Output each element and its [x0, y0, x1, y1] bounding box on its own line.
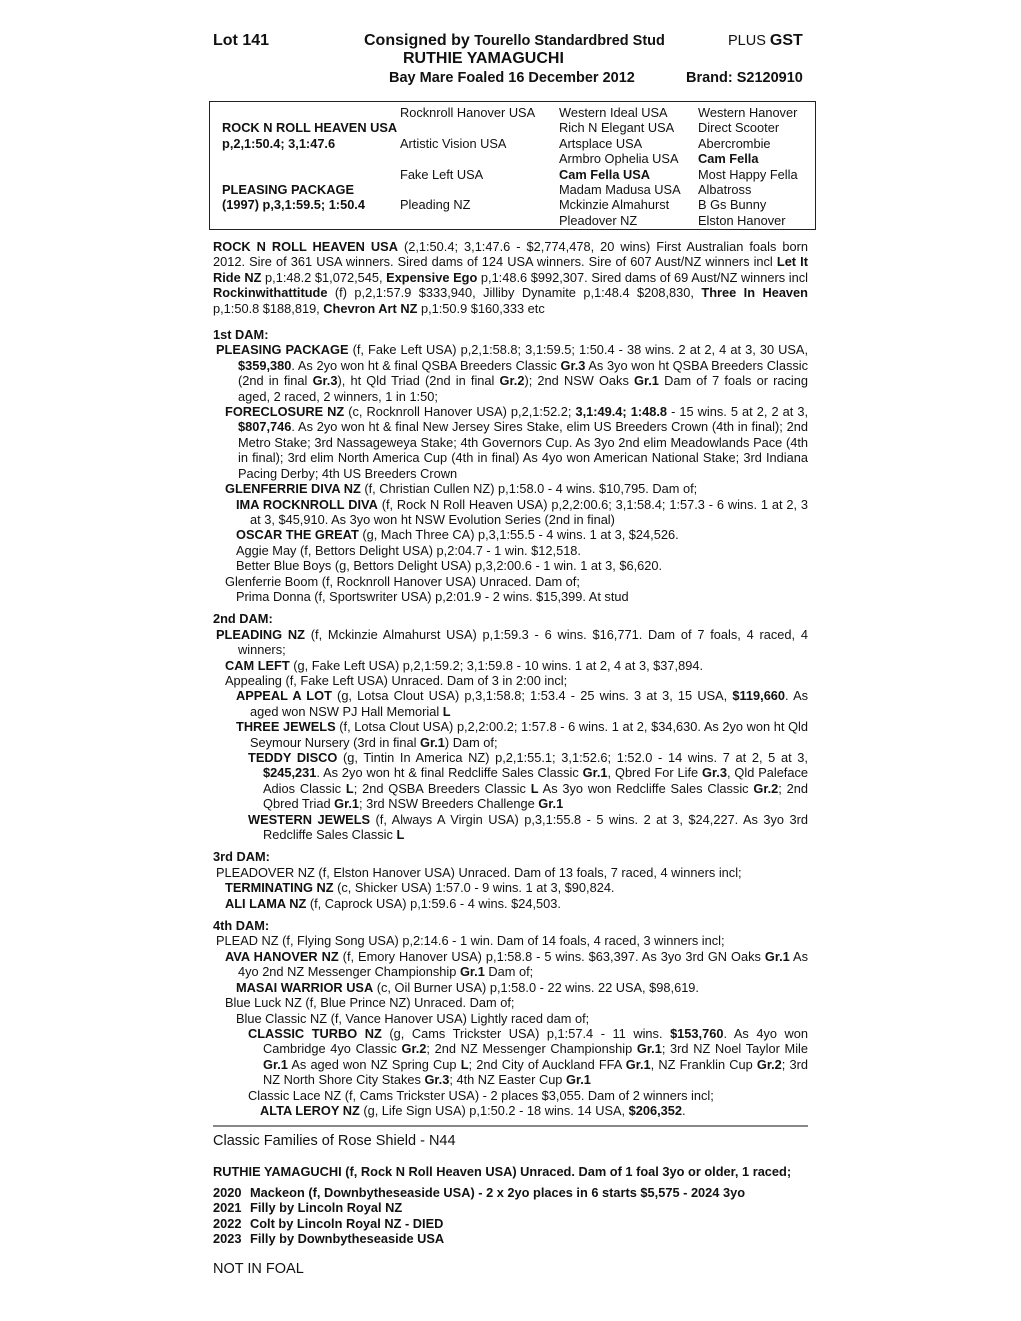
pedigree-cell: Rocknroll Hanover USA [400, 105, 536, 120]
text-run: . As aged won NSW PJ Hall Memorial [250, 688, 808, 719]
text-run: . As 2yo won ht & final New Jersey Sires Stake, elim US Breeders Crown (4th in final); 2nd Metro Stake; 3rd Nassageweya Stake; 4th Governors Cup. As 3yo 2nd elim Meadowlands Pace (4th in final); 3rd elim North America Cup (4th in final) As 4yo won American National Stake; 3rd Indiana Pacing Derby; 4th US Breeders Crown [238, 419, 808, 481]
text-run: PLEASING PACKAGE [216, 342, 349, 358]
produce-year: 2021 [213, 1200, 242, 1216]
text-run: (f, Caprock USA) p,1:59.6 - 4 wins. $24,503. [306, 895, 561, 911]
pedigree-entry [213, 880, 808, 895]
text-run: (c, Oil Burner USA) p,1:58.0 - 22 wins. 22 USA, $98,619. [373, 979, 699, 995]
text-run: Glenferrie Boom (f, Rocknroll Hanover USA) Unraced. Dam of; [225, 573, 580, 589]
text-run: (f, Lotsa Clout USA) p,2,2:00.2; 1:57.8 - 6 wins. 1 at 2, $34,630. As 2yo won ht Qld Seymour Nursery (3rd in final [250, 719, 809, 750]
pedigree-entry [213, 812, 808, 843]
dam-heading: 4th DAM: [213, 918, 270, 934]
text-run: (f) p,2,1:57.9 $333,940, Jilliby Dynamite p,1:48.4 $208,830, [327, 285, 702, 301]
pedigree-entry [213, 589, 808, 604]
text-run: Gr.2 [401, 1041, 427, 1057]
pedigree-entry [213, 980, 808, 995]
text-run: , NZ Franklin Cup [650, 1056, 757, 1072]
dam-heading: 2nd DAM: [213, 611, 273, 627]
text-run: FORECLOSURE NZ [225, 404, 345, 420]
text-run: Gr.1 [538, 796, 564, 812]
text-run: , Qld Paleface Adios Classic [263, 765, 808, 796]
text-run: Blue Classic NZ (f, Vance Hanover USA) Lightly raced dam of; [236, 1010, 590, 1026]
text-run: (g, Life Sign USA) p,1:50.2 - 18 wins. 14 USA, [359, 1102, 629, 1118]
text-run: Gr.2 [753, 780, 779, 796]
text-run: L [460, 1056, 469, 1072]
text-run: Aggie May (f, Bettors Delight USA) p,2:04.7 - 1 win. $12,518. [236, 542, 581, 558]
produce-year: 2023 [213, 1230, 242, 1246]
text-run: TERMINATING NZ [225, 880, 334, 896]
mare-record: RUTHIE YAMAGUCHI (f, Rock N Roll Heaven USA) Unraced. Dam of 1 foal 3yo or older, 1 raced; [213, 1164, 792, 1180]
foal-status: NOT IN FOAL [213, 1261, 304, 1278]
text-run: Expensive Ego [386, 269, 478, 285]
produce-row [213, 1231, 808, 1246]
pedigree-entry [213, 658, 808, 673]
sire-summary [213, 239, 808, 316]
produce-row [213, 1185, 808, 1200]
text-run: Gr.1 [565, 1072, 591, 1088]
produce-detail: Filly by Lincoln Royal NZ [250, 1200, 403, 1216]
text-run: IMA ROCKNROLL DIVA [236, 496, 378, 512]
text-run: p,1:50.8 $188,819, [213, 300, 324, 316]
text-run: Gr.1 [459, 964, 485, 980]
pedigree-entry [213, 1088, 808, 1103]
text-run: $153,760 [670, 1025, 724, 1041]
text-run: p,1:50.9 $160,333 etc [417, 300, 545, 316]
horse-name: RUTHIE YAMAGUCHI [403, 50, 564, 67]
consigned-label: Consigned by [364, 32, 470, 49]
pedigree-cell: Madam Madusa USA [559, 182, 681, 197]
produce-detail: Mackeon (f, Downbytheseaside USA) - 2 x 2yo places in 6 starts $5,575 - 2024 3yo [250, 1184, 746, 1200]
text-run: . As 2yo won ht & final Redcliffe Sales Classic [316, 765, 583, 781]
text-run: As aged won NZ Spring Cup [287, 1056, 461, 1072]
text-run: Gr.2 [756, 1056, 782, 1072]
text-run: Let It Ride NZ [213, 254, 808, 285]
text-run: (2,1:50.4; 3,1:47.6 - $2,774,478, 20 wins) First Australian foals born 2012. Sire of 361 USA winners. Sired dams of 124 USA winners. Sire of 607 Aust/NZ winners incl [213, 239, 808, 270]
pedigree-entry [213, 995, 808, 1010]
pedigree-entry [213, 933, 808, 948]
text-run: Gr.3 [424, 1072, 450, 1088]
produce-row [213, 1200, 808, 1215]
text-run: Gr.3 [312, 373, 338, 389]
text-run: THREE JEWELS [236, 719, 336, 735]
text-run: Better Blue Boys (g, Bettors Delight USA) p,3,2:00.6 - 1 win. 1 at 3, $6,620. [236, 558, 663, 574]
text-run: Dam of; [484, 964, 534, 980]
text-run: Appealing (f, Fake Left USA) Unraced. Dam of 3 in 2:00 incl; [225, 672, 568, 688]
pedigree-cell: Abercrombie [698, 135, 771, 151]
text-run: Gr.1 [764, 948, 790, 964]
family-heading: Classic Families of Rose Shield - N44 [213, 1133, 456, 1150]
text-run: Prima Donna (f, Sportswriter USA) p,2:01.9 - 2 wins. $15,399. At stud [236, 588, 629, 604]
pedigree-entry [213, 865, 808, 880]
text-run: Classic Lace NZ (f, Cams Trickster USA) - 2 places $3,055. Dam of 2 winners incl; [248, 1087, 714, 1103]
pedigree-cell: Pleadover NZ [559, 212, 638, 228]
lot-number: Lot 141 [213, 32, 270, 49]
text-run: Gr.1 [419, 734, 445, 750]
pedigree-cell: Elston Hanover [698, 212, 786, 228]
pedigree-cell: ROCK N ROLL HEAVEN USA [222, 120, 398, 136]
produce-detail: Filly by Downbytheseaside USA [250, 1230, 445, 1246]
text-run: p,1:48.6 $992,307. Sired dams of 69 Aust/NZ winners incl [477, 269, 808, 285]
consignor-name: Tourello Standardbred Stud [474, 33, 665, 49]
text-run: , Qbred For Life [607, 765, 703, 781]
text-run: $359,380 [238, 357, 292, 373]
text-run: (f, Rock N Roll Heaven USA) p,2,2:00.6; 3,1:58.4; 1:57.3 - 6 wins. 1 at 2, 3 at 3, $45,910. As 3yo won ht NSW Evolution Series (2nd in final) [250, 496, 809, 527]
text-run: ; 3rd NSW Breeders Challenge [359, 796, 539, 812]
text-run: $119,660 [732, 688, 786, 704]
section-divider [213, 1125, 808, 1127]
pedigree-entry [213, 896, 808, 911]
text-run: (g, Mach Three CA) p,3,1:55.5 - 4 wins. 1 at 3, $24,526. [358, 527, 679, 543]
text-run: Dam of 7 foals or racing aged, 2 raced, 2 winners, 1 in 1:50; [238, 373, 808, 404]
text-run: Gr.1 [582, 765, 608, 781]
pedigree-cell: PLEASING PACKAGE [222, 182, 355, 197]
pedigree-cell: Armbro Ophelia USA [559, 151, 679, 167]
text-run: PLEAD NZ (f, Flying Song USA) p,2:14.6 - 1 win. Dam of 14 foals, 4 raced, 3 winners incl; [216, 933, 725, 949]
pedigree-cell: Cam Fella USA [559, 166, 651, 182]
pedigree-cell: Western Hanover [698, 105, 798, 120]
brand-number: Brand: S2120910 [686, 70, 803, 86]
text-run: PLEADING NZ [216, 626, 305, 642]
consignor-line [364, 32, 665, 50]
text-run: CAM LEFT [225, 657, 290, 673]
text-run: L [396, 827, 405, 843]
pedigree-entry [213, 543, 808, 558]
text-run: ), ht Qld Triad (2nd in final [337, 373, 500, 389]
text-run: L [345, 780, 354, 796]
text-run: As 4yo 2nd NZ Messenger Championship [238, 948, 808, 980]
pedigree-cell: B Gs Bunny [698, 197, 767, 213]
text-run: Gr.1 [636, 1041, 662, 1057]
pedigree-cell: Western Ideal USA [559, 105, 668, 120]
text-run: (f, Fake Left USA) p,2,1:58.8; 3,1:59.5; 1:50.4 - 38 wins. 2 at 2, 4 at 3, 30 USA, [348, 342, 809, 358]
text-run: ; 2nd City of Auckland FFA [468, 1056, 626, 1072]
text-run: (g, Fake Left USA) p,2,1:59.2; 3,1:59.8 - 10 wins. 1 at 2, 4 at 3, $37,894. [289, 657, 703, 673]
text-run: Gr.1 [634, 373, 659, 389]
dam-sections [213, 327, 808, 1118]
plus-label: PLUS [728, 33, 766, 49]
text-run: Rockinwithattitude [213, 285, 328, 301]
produce-detail: Colt by Lincoln Royal NZ - DIED [250, 1215, 444, 1231]
pedigree-cell: Cam Fella [698, 151, 759, 167]
pedigree-cell: Rich N Elegant USA [559, 120, 675, 136]
pedigree-entry [213, 750, 808, 812]
pedigree-entry [213, 404, 808, 481]
pedigree-cell: Fake Left USA [400, 166, 484, 182]
text-run: WESTERN JEWELS [248, 811, 371, 827]
pedigree-entry [213, 1011, 808, 1026]
pedigree-cell: Most Happy Fella [698, 166, 798, 182]
dam-heading: 1st DAM: [213, 327, 269, 343]
text-run: Gr.3 [702, 765, 727, 781]
pedigree-entry [213, 627, 808, 658]
pedigree-entry [213, 574, 808, 589]
text-run: TEDDY DISCO [248, 750, 338, 765]
text-run: $206,352 [628, 1102, 683, 1118]
pedigree-cell: Pleading NZ [400, 197, 471, 213]
pedigree-entry [213, 527, 808, 542]
text-run: As 3yo won ht QSBA Breeders Classic (2nd in final [238, 357, 808, 389]
text-run: L [442, 703, 451, 719]
produce-record [213, 1185, 808, 1247]
gst-note [728, 32, 803, 50]
text-run: (f, Mckinzie Almahurst USA) p,1:59.3 - 6 wins. $16,771. Dam of 7 foals, 4 raced, 4 winners; [238, 626, 808, 658]
pedigree-cell: Artistic Vision USA [400, 135, 507, 151]
text-run: . As 2yo won ht & final QSBA Breeders Classic [291, 357, 561, 373]
pedigree-entry [213, 1026, 808, 1088]
produce-year: 2020 [213, 1184, 242, 1200]
text-run: L [530, 780, 539, 796]
text-run: p,1:48.2 $1,072,545, [261, 269, 387, 285]
text-run: ) Dam of; [444, 734, 498, 750]
text-run: (f, Emory Hanover USA) p,1:58.8 - 5 wins. $63,397. As 3yo 3rd GN Oaks [338, 948, 765, 964]
pedigree-entry [213, 1103, 808, 1118]
text-run: Gr.1 [625, 1056, 651, 1072]
text-run: (g, Lotsa Clout USA) p,3,1:58.8; 1:53.4 - 25 wins. 3 at 3, 15 USA, [331, 688, 733, 704]
pedigree-table [209, 101, 816, 230]
text-run: MASAI WARRIOR USA [236, 979, 374, 995]
pedigree-entry [213, 481, 808, 496]
pedigree-entry [213, 673, 808, 688]
text-run: (f, Christian Cullen NZ) p,1:58.0 - 4 wins. $10,795. Dam of; [360, 481, 698, 497]
text-run: Blue Luck NZ (f, Blue Prince NZ) Unraced. Dam of; [225, 995, 515, 1011]
pedigree-cell: Mckinzie Almahurst [559, 197, 670, 213]
pedigree-cell: Direct Scooter [698, 120, 780, 136]
text-run: OSCAR THE GREAT [236, 527, 359, 543]
text-run: $807,746 [238, 419, 292, 435]
text-run: APPEAL A LOT [236, 688, 332, 704]
catalogue-body [213, 239, 808, 1278]
horse-description: Bay Mare Foaled 16 December 2012 [389, 70, 635, 86]
dam-heading: 3rd DAM: [213, 849, 270, 865]
text-run: ; 3rd NZ North Shore City Stakes [263, 1056, 808, 1088]
text-run: 3,1:49.4; 1:48.8 [575, 404, 668, 420]
text-run: ROCK N ROLL HEAVEN USA [213, 239, 398, 254]
gst-label: GST [769, 32, 803, 49]
text-run: ALI LAMA NZ [225, 895, 307, 911]
text-run: . [682, 1102, 686, 1118]
pedigree-cell: Artsplace USA [559, 135, 643, 151]
text-run: Chevron Art NZ [323, 300, 418, 316]
text-run: . As 4yo won Cambridge 4yo Classic [263, 1025, 808, 1057]
produce-row [213, 1216, 808, 1231]
pedigree-entry [213, 558, 808, 573]
pedigree-cell: (1997) p,3,1:59.5; 1:50.4 [222, 197, 365, 213]
text-run: PLEADOVER NZ (f, Elston Hanover USA) Unraced. Dam of 13 foals, 7 raced, 4 winners incl; [216, 864, 742, 880]
text-run: (c, Rocknroll Hanover USA) p,2,1:52.2; [344, 404, 576, 420]
text-run: - 15 wins. 5 at 2, 2 at 3, [667, 404, 809, 420]
pedigree-cell: Albatross [698, 182, 752, 197]
text-run: (g, Cams Trickster USA) p,1:57.4 - 11 wins. [381, 1025, 671, 1041]
pedigree-entry [213, 949, 808, 980]
text-run: $245,231 [263, 765, 317, 781]
produce-year: 2022 [213, 1215, 242, 1231]
pedigree-cell: p,2,1:50.4; 3,1:47.6 [222, 135, 336, 151]
text-run: Gr.1 [263, 1056, 288, 1072]
text-run: ); 2nd NSW Oaks [524, 373, 635, 389]
text-run: ; 2nd QSBA Breeders Classic [353, 780, 531, 796]
text-run: AVA HANOVER NZ [225, 948, 339, 964]
pedigree-entry [213, 497, 808, 528]
text-run: ; 2nd NZ Messenger Championship [426, 1041, 637, 1057]
text-run: CLASSIC TURBO NZ [248, 1025, 382, 1041]
text-run: Three In Heaven [701, 285, 808, 301]
text-run: ; 3rd NZ Noel Taylor Mile [661, 1041, 809, 1057]
text-run: As 3yo won Redcliffe Sales Classic [538, 780, 754, 796]
text-run: ; 4th NZ Easter Cup [449, 1072, 566, 1088]
text-run: ALTA LEROY NZ [260, 1102, 360, 1118]
pedigree-entry [213, 719, 808, 750]
text-run: Gr.3 [560, 357, 586, 373]
text-run: Gr.1 [334, 796, 360, 812]
text-run: (g, Tintin In America NZ) p,2,1:55.1; 3,1:52.6; 1:52.0 - 14 wins. 7 at 2, 5 at 3, [337, 750, 808, 765]
text-run: (f, Always A Virgin USA) p,3,1:55.8 - 5 wins. 2 at 3, $24,227. As 3yo 3rd Redcliffe Sales Classic [263, 811, 808, 843]
text-run: Gr.2 [499, 373, 525, 389]
pedigree-entry [213, 342, 808, 404]
text-run: ; 2nd Qbred Triad [263, 780, 809, 812]
text-run: (c, Shicker USA) 1:57.0 - 9 wins. 1 at 3, $90,824. [333, 880, 615, 896]
pedigree-entry [213, 688, 808, 719]
text-run: GLENFERRIE DIVA NZ [225, 481, 361, 497]
